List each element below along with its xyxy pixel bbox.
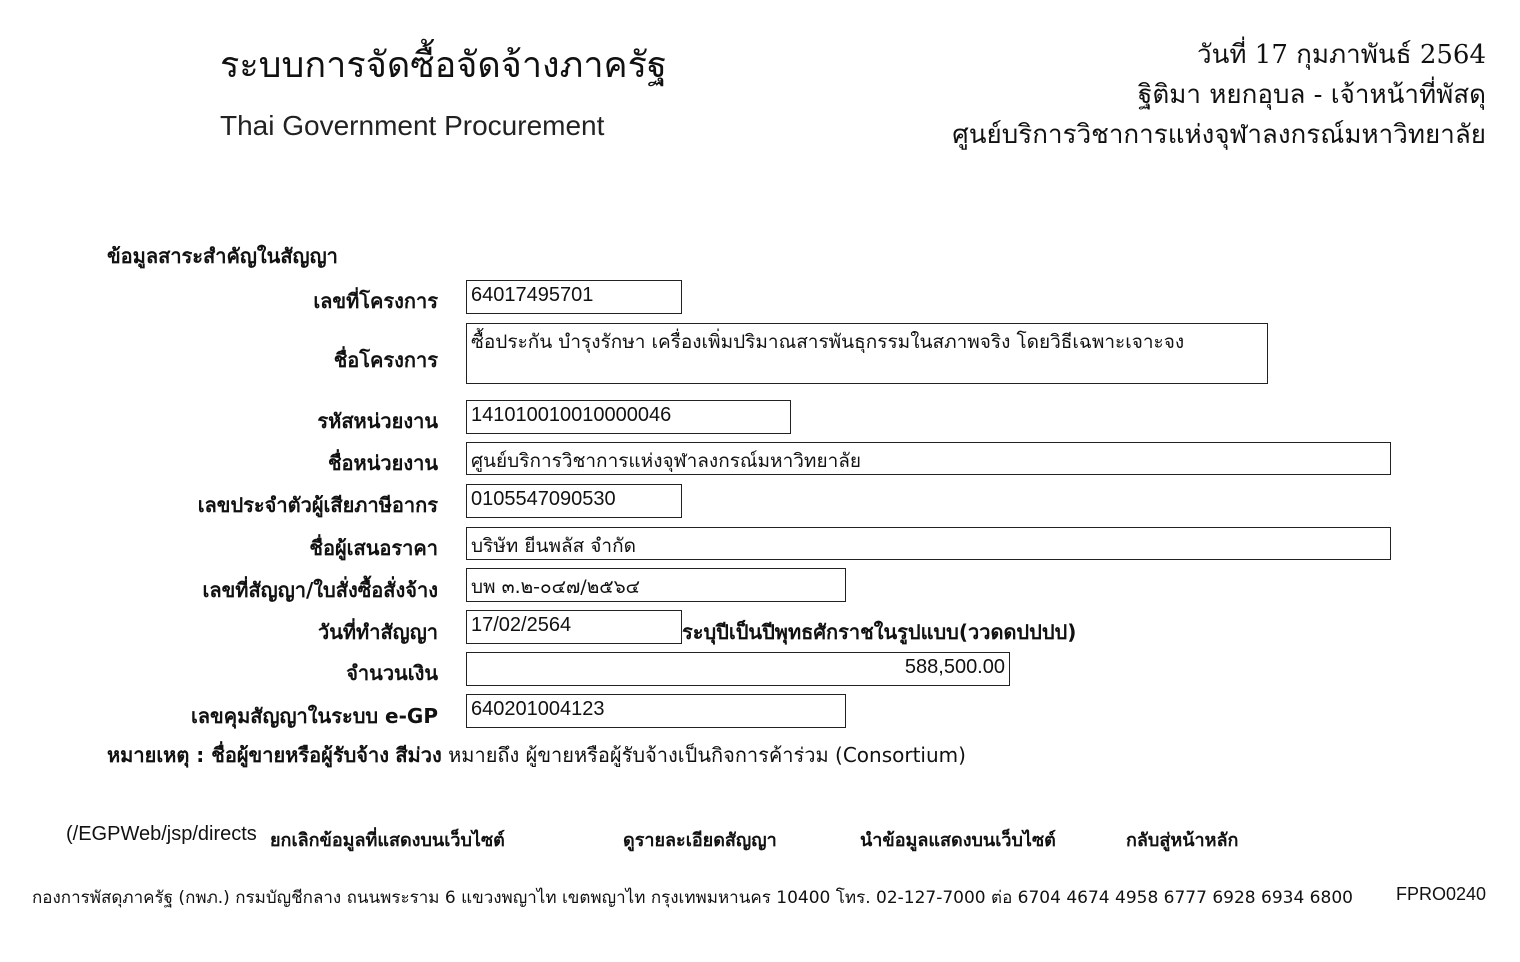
unit-code-field[interactable]: 141010010010000046 <box>466 400 791 434</box>
bidder-name-field[interactable]: บริษัท ยีนพลัส จำกัด <box>466 527 1391 560</box>
system-title-english: Thai Government Procurement <box>220 110 605 141</box>
egp-no-field[interactable]: 640201004123 <box>466 694 846 728</box>
contract-no-label: เลขที่สัญญา/ใบสั่งซื้อสั่งจ้าง <box>202 578 438 602</box>
system-title-thai: ระบบการจัดซื้อจัดจ้างภาครัฐ <box>220 45 667 86</box>
header-organization: ศูนย์บริการวิชาการแห่งจุฬาลงกรณ์มหาวิทยาลัย <box>952 120 1486 150</box>
contract-no-field[interactable]: บพ ๓.๒-๐๔๗/๒๕๖๔ <box>466 568 846 602</box>
bidder-name-label: ชื่อผู้เสนอราคา <box>309 536 438 560</box>
note-suffix: หมายถึง ผู้ขายหรือผู้รับจ้างเป็นกิจการค้าร่วม (Consortium) <box>448 743 966 767</box>
cancel-publish-link[interactable]: ยกเลิกข้อมูลที่แสดงบนเว็บไซต์ <box>270 830 505 851</box>
contract-date-field[interactable]: 17/02/2564 <box>466 610 682 644</box>
back-home-link[interactable]: กลับสู่หน้าหลัก <box>1126 830 1239 851</box>
unit-name-label: ชื่อหน่วยงาน <box>327 451 438 475</box>
contract-date-label: วันที่ทำสัญญา <box>317 620 438 644</box>
footer-code: FPRO0240 <box>1395 884 1486 904</box>
project-no-field[interactable]: 64017495701 <box>466 280 682 314</box>
header-date: วันที่ 17 กุมภาพันธ์ 2564 <box>1197 40 1486 70</box>
consortium-note <box>107 739 966 771</box>
contract-date-hint: ระบุปีเป็นปีพุทธศักราชในรูปแบบ(ววดดปปปป) <box>682 620 1077 644</box>
tax-id-label: เลขประจำตัวผู้เสียภาษีอากร <box>197 493 438 517</box>
publish-link[interactable]: นำข้อมูลแสดงบนเว็บไซต์ <box>860 830 1056 851</box>
note-prefix: หมายเหตุ : ชื่อผู้ขายหรือผู้รับจ้าง <box>107 743 389 767</box>
amount-field[interactable]: 588,500.00 <box>466 652 1010 686</box>
note-color-word: สีม่วง <box>395 743 442 767</box>
tax-id-field[interactable]: 0105547090530 <box>466 484 682 518</box>
view-contract-link[interactable]: ดูรายละเอียดสัญญา <box>623 830 777 851</box>
header-user: ฐิติมา หยกอุบล - เจ้าหน้าที่พัสดุ <box>1138 80 1486 110</box>
project-name-field[interactable]: ซื้อประกัน บำรุงรักษา เครื่องเพิ่มปริมาณสารพันธุกรรมในสภาพจริง โดยวิธีเฉพาะเจาะจง <box>466 323 1268 384</box>
egp-no-label: เลขคุมสัญญาในระบบ e-GP <box>190 704 438 728</box>
unit-name-field[interactable]: ศูนย์บริการวิชาการแห่งจุฬาลงกรณ์มหาวิทยาลัย <box>466 442 1391 475</box>
project-name-label: ชื่อโครงการ <box>333 348 438 372</box>
footer-address: กองการพัสดุภาครัฐ (กพภ.) กรมบัญชีกลาง ถนนพระราม 6 แขวงพญาไท เขตพญาไท กรุงเทพมหานคร 10400 โทร. 02-127-7000 ต่อ 6704 4674 4958 6777 6928 6934 6800 <box>32 888 1353 908</box>
unit-code-label: รหัสหน่วยงาน <box>317 409 438 433</box>
url-fragment: (/EGPWeb/jsp/directs <box>66 823 257 845</box>
amount-label: จำนวนเงิน <box>346 661 438 685</box>
section-title: ข้อมูลสาระสำคัญในสัญญา <box>107 244 338 268</box>
project-no-label: เลขที่โครงการ <box>313 289 438 313</box>
